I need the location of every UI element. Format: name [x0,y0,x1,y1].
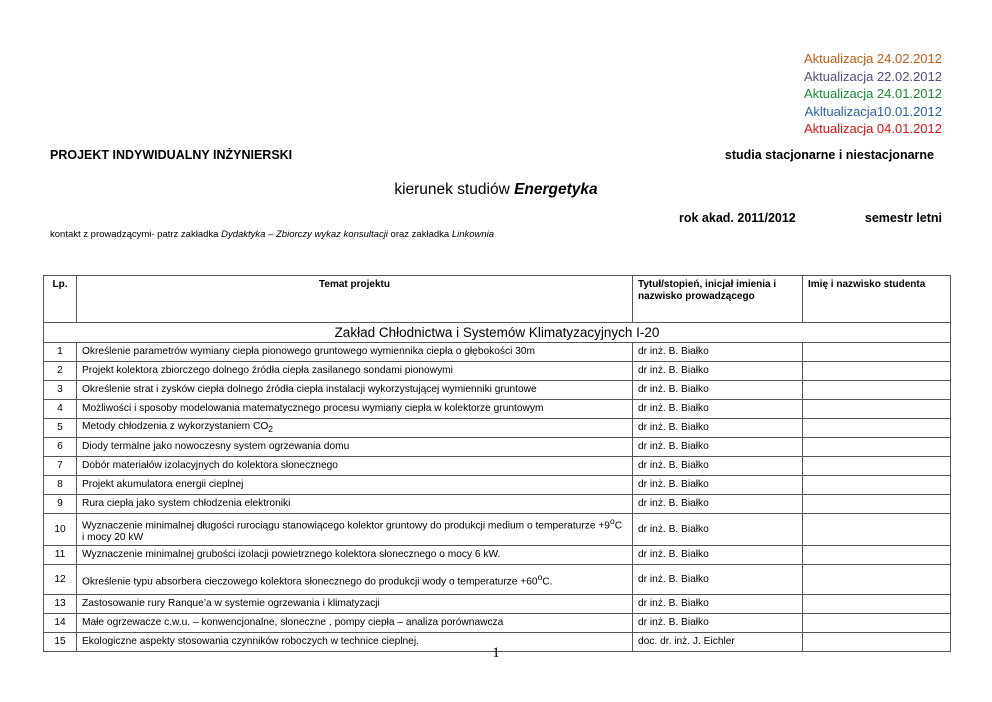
row-topic-text: Dobór materiałów izolacyjnych do kolektora słonecznego [82,460,338,471]
table-row [44,419,951,438]
semester: semestr letni [864,211,942,225]
table-row [44,595,951,614]
row-student [803,595,951,614]
row-student [803,457,951,476]
row-topic-text: Możliwości i sposoby modelowania matematycznego procesu wymiany ciepła w kolektorze gruntowym [82,403,544,414]
table-row [44,438,951,457]
update-notes [804,50,942,138]
row-supervisor: dr inż. B. Białko [633,514,803,546]
row-number: 12 [44,565,77,595]
page-number: 1 [492,645,500,661]
row-number: 13 [44,595,77,614]
row-supervisor: dr inż. B. Białko [633,362,803,381]
row-topic [77,614,633,633]
row-topic-subscript: 2 [268,424,274,435]
contact-link-consultations: Dydaktyka – Zbiorczy wykaz konsultacji [221,229,388,240]
row-number: 15 [44,633,77,652]
update-note-1: Aktualizacja 24.02.2012 [803,51,942,66]
table-row [44,546,951,565]
row-supervisor: dr inż. B. Białko [633,419,803,438]
field-of-study [0,181,992,199]
table-row [44,565,951,595]
contact-text-2: oraz zakładka [387,229,452,240]
update-note-5: Aktualizacja 04.01.2012 [803,121,942,136]
row-student [803,476,951,495]
row-number: 3 [44,381,77,400]
row-topic [77,419,633,438]
section-title: Zakład Chłodnictwa i Systemów Klimatyzacyjnych I-20 [44,323,951,343]
table-row [44,400,951,419]
row-topic-text: Wyznaczenie minimalnej długości rurociągu stanowiącego kolektor gruntowy do produkcji medium o temperaturze +9 [82,520,610,532]
row-topic [77,438,633,457]
header-supervisor: Tytuł/stopień, inicjał imienia i nazwisko prowadzącego [633,276,803,323]
table-row [44,457,951,476]
row-supervisor: dr inż. B. Białko [633,495,803,514]
contact-note [50,229,494,240]
row-number: 5 [44,419,77,438]
row-supervisor: doc. dr. inż. J. Eichler [633,633,803,652]
row-topic-text: Ekologiczne aspekty stosowania czynników roboczych w technice cieplnej. [82,636,419,648]
header-lp: Lp. [44,276,77,323]
row-topic-text: Metody chłodzenia z wykorzystaniem CO [82,420,269,432]
academic-year: rok akad. 2011/2012 [679,211,796,225]
row-student [803,400,951,419]
row-number: 9 [44,495,77,514]
row-topic-text: Zastosowanie rury Ranque’a w systemie ogrzewania i klimatyzacji [82,598,380,610]
row-number: 8 [44,476,77,495]
row-supervisor: dr inż. B. Białko [633,476,803,495]
table-header-row [44,276,951,323]
field-of-study-prefix: kierunek studiów [394,181,515,198]
table-row [44,495,951,514]
row-student [803,419,951,438]
update-note-2: Aktualizacja 22.02.2012 [803,68,942,84]
row-topic [77,595,633,614]
row-supervisor: dr inż. B. Białko [633,343,803,362]
row-supervisor: dr inż. B. Białko [633,381,803,400]
row-student [803,514,951,546]
section-row [44,323,951,343]
row-topic [77,343,633,362]
row-topic [77,514,633,546]
row-topic-superscript: o [537,572,543,583]
row-topic [77,495,633,514]
row-number: 6 [44,438,77,457]
row-student [803,381,951,400]
row-student [803,495,951,514]
row-student [803,546,951,565]
table-row [44,514,951,546]
row-number: 4 [44,400,77,419]
table-row [44,362,951,381]
row-topic [77,381,633,400]
row-student [803,565,951,595]
row-supervisor: dr inż. B. Białko [633,595,803,614]
update-note-4: Akltualizacja10.01.2012 [804,103,942,119]
row-topic [77,546,633,565]
row-topic-tail: C. [542,576,553,588]
row-topic [77,476,633,495]
contact-link-linkownia: Linkownia [451,229,495,240]
row-topic [77,400,633,419]
row-topic [77,457,633,476]
row-student [803,343,951,362]
row-number: 11 [44,546,77,565]
row-number: 10 [44,514,77,546]
row-topic-text: Małe ogrzewacze c.w.u. – konwencjonalne, słoneczne , pompy ciepła – analiza porównawcza [82,617,504,629]
row-topic-tail: C i mocy 20 kW [82,520,623,544]
row-student [803,614,951,633]
row-number: 2 [44,362,77,381]
row-topic-text: Projekt akumulatora energii cieplnej [82,479,244,490]
document-title: PROJEKT INDYWIDUALNY INŻYNIERSKI [50,148,293,162]
row-topic [77,362,633,381]
row-supervisor: dr inż. B. Białko [633,546,803,565]
row-supervisor: dr inż. B. Białko [633,565,803,595]
projects-table [43,275,951,652]
row-topic-text: Określenie typu absorbera cieczowego kolektora słonecznego do produkcji wody o temperaturze +60 [82,576,538,588]
row-topic-text: Diody termalne jako nowoczesny system ogrzewania domu [82,441,350,452]
row-topic-text: Wyznaczenie minimalnej grubości izolacji powietrznego kolektora słonecznego o mocy 6 kW. [82,549,501,561]
row-topic [77,565,633,595]
table-row [44,343,951,362]
contact-text-1: kontakt z prowadzącymi- patrz zakładka [50,229,222,240]
row-supervisor: dr inż. B. Białko [633,457,803,476]
table-row [44,614,951,633]
row-supervisor: dr inż. B. Białko [633,614,803,633]
row-topic-text: Projekt kolektora zbiorczego dolnego źródła ciepła zasilanego sondami pionowymi [82,365,453,376]
row-supervisor: dr inż. B. Białko [633,400,803,419]
header-topic: Temat projektu [77,276,633,323]
field-of-study-name: Energetyka [514,181,598,198]
row-student [803,438,951,457]
table-row [44,381,951,400]
table-row [44,476,951,495]
row-topic-text: Określenie parametrów wymiany ciepła pionowego gruntowego wymiennika ciepła o głębokości 30m [82,346,536,357]
update-note-3: Aktualizacja 24.01.2012 [803,86,942,101]
row-student [803,362,951,381]
row-supervisor: dr inż. B. Białko [633,438,803,457]
row-number: 7 [44,457,77,476]
row-number: 14 [44,614,77,633]
row-number: 1 [44,343,77,362]
row-topic-text: Określenie strat i zysków ciepła dolnego źródła ciepła instalacji wykorzystującej wymienniki gruntowe [82,384,537,395]
study-mode: studia stacjonarne i niestacjonarne [724,148,934,162]
row-topic-superscript: o [609,516,615,526]
row-topic-text: Rura ciepła jako system chłodzenia elektroniki [82,498,291,509]
header-student: Imię i nazwisko studenta [803,276,951,323]
